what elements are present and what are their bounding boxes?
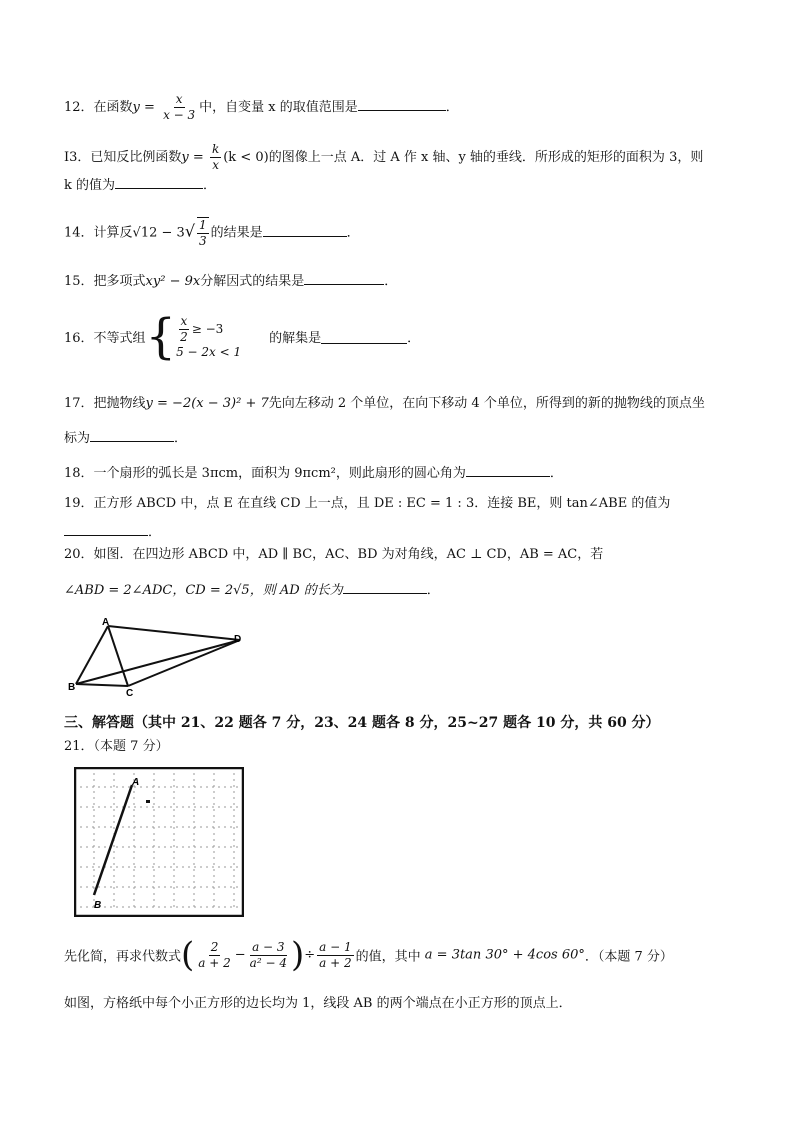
answer-blank [343,579,427,594]
question-14: 14．计算反√12 − 3√ $\frac{1}{3}$ 的结果是 ． [64,218,360,248]
question-17: 17．把抛物线y = −2(x − 3)² + 7先向左移动 2 个单位，在向下移动 4 个单位，所得到的新的抛物线的顶点坐 [64,396,705,411]
question-20: 20．如图．在四边形 ABCD 中，AD ∥ BC，AC、BD 为对角线，AC ⊥ CD，AB = AC，若 [64,547,604,562]
answer-blank [90,427,174,442]
question-20-line2: ∠ABD = 2∠ADC，CD = 2√5，则 AD 的长为 ． [64,579,440,601]
section-3-title: 三、解答题（其中 21、22 题各 7 分，23、24 题各 8 分，25~27 题各 10 分，共 60 分） [64,715,660,731]
question-12: 12．在函数y = $\frac{x}{x - 3}$ 中，自变量 x 的取值范围是 ． [64,92,459,122]
inequality-system: $\frac{x}{2}$ ≥ −3 5 − 2x < 1 [176,314,242,359]
answer-blank [321,329,407,344]
answer-blank [263,222,347,237]
grid-figure [74,767,244,917]
question-13-line2: k 的值为 ． [64,174,216,196]
question-18: 18．一个扇形的弧长是 3πcm，面积为 9πcm²，则此扇形的圆心角为 ． [64,462,563,484]
answer-blank [466,462,550,477]
question-15: 15．把多项式xy² − 9x分解因式的结果是 ． [64,270,397,292]
quadrilateral-figure [62,614,248,698]
answer-blank [304,270,384,285]
question-19: 19．正方形 ABCD 中，点 E 在直线 CD 上一点，且 DE : EC = 1 : 3．连接 BE，则 tan∠ABE 的值为 [64,496,671,511]
answer-blank [358,96,446,111]
label-b: B [68,682,76,693]
question-21-header: 21．（本题 7 分） [64,739,169,754]
grid-label-b: B [94,900,102,911]
question-13: I3．已知反比例函数y = $\frac{k}{x}$ (k < 0)的图像上一点 A．过 A 作 x 轴、y 轴的垂线．所形成的矩形的面积为 3，则 [64,142,704,172]
q12-text: 中，自变量 x 的取值范围是 [199,100,358,115]
question-21-simplify: 先化简，再求代数式( $\frac{2}{a + 2}$ − $\frac{a - 3}{\text{a² − 4}}$ )÷ $\frac{a - 1}{a + 2}$ 的值，其中 a = 3tan 30° + 4cos 60°．（本题 7 分） [64,935,673,975]
label-a: A [102,617,110,628]
answer-blank [115,174,203,189]
answer-blank [64,521,148,536]
q12-prefix: 12．在函数 [64,100,133,115]
q13-fraction: $\frac{k}{x}$ [211,142,220,172]
label-d: D [234,634,242,645]
question-21-grid-text: 如图，方格纸中每个小正方形的边长均为 1，线段 AB 的两个端点在小正方形的顶点上． [64,996,572,1011]
label-c: C [126,688,134,698]
q12-fraction: $\frac{x}{x - 3}$ [163,92,196,122]
question-17-line2: 标为 ． [64,427,187,449]
question-19-line2: ． [64,521,161,543]
question-16: 16．不等式组{ $\frac{x}{2}$ ≥ −3 5 − 2x < 1 的解集是 ． [64,308,421,365]
grid-label-a: A [132,777,140,788]
